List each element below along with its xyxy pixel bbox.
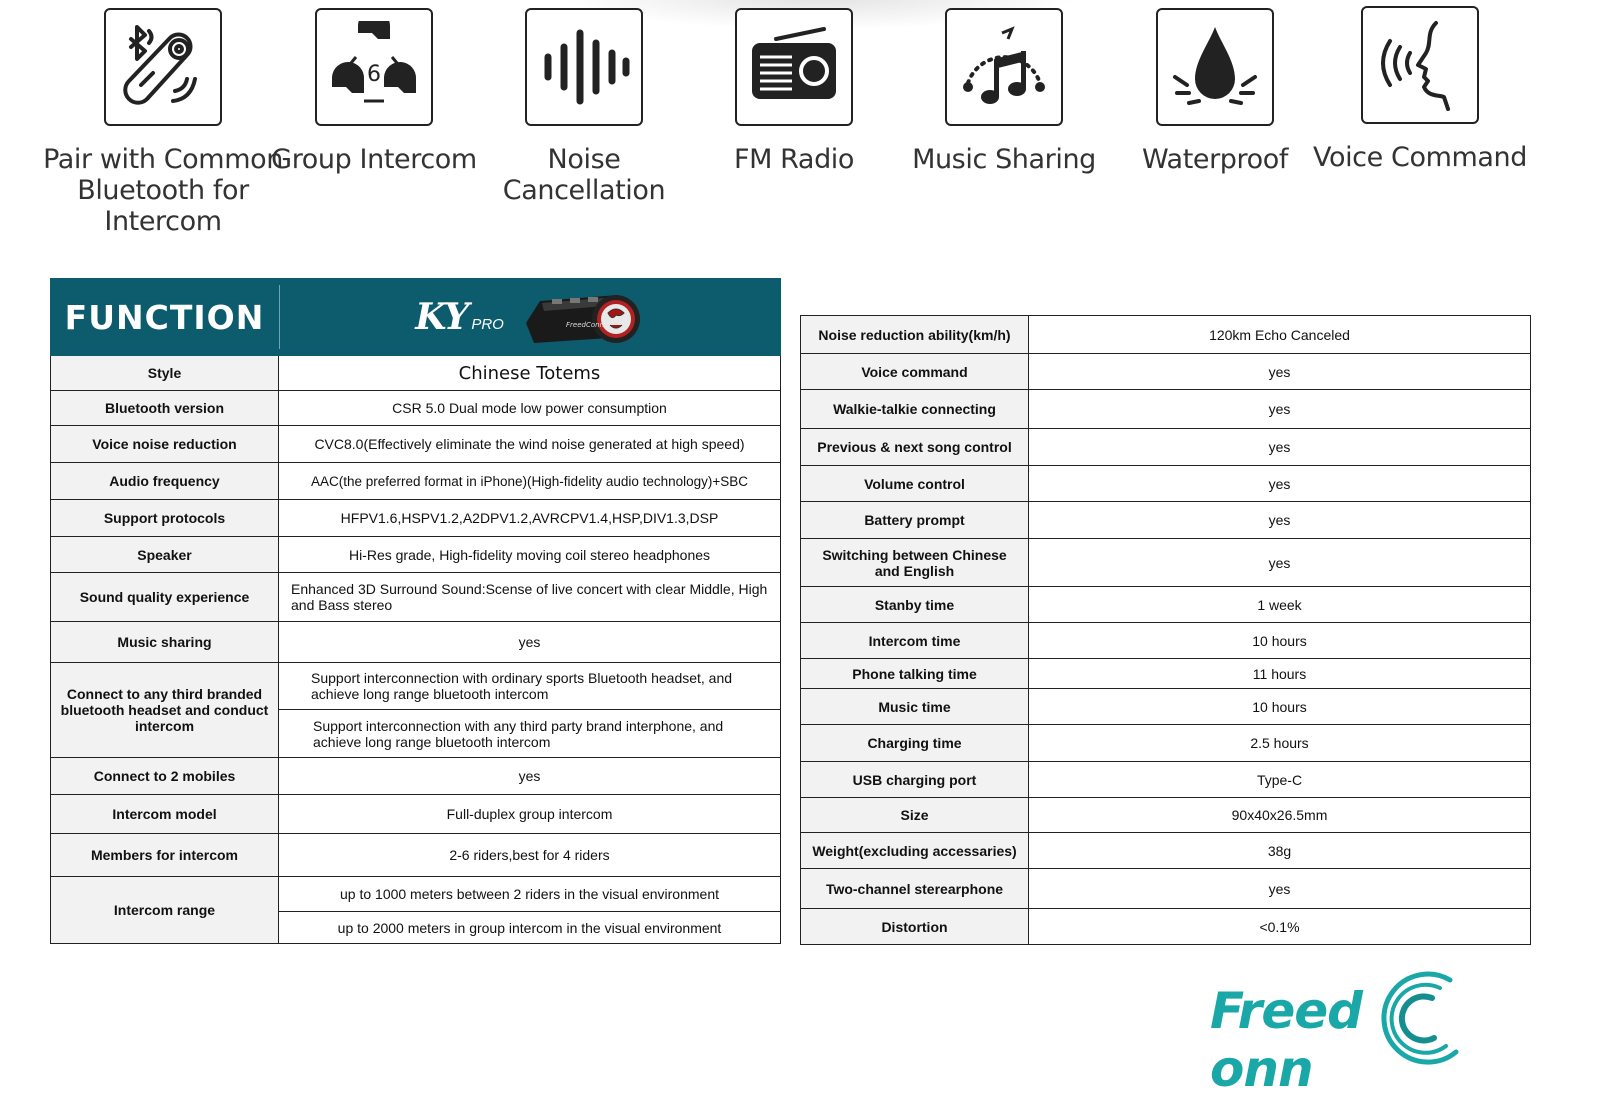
table-row	[51, 758, 781, 795]
row-key: Size	[801, 798, 1029, 833]
row-key: Voice noise reduction	[51, 426, 279, 463]
freedconn-logo	[1210, 968, 1540, 1098]
row-key: Sound quality experience	[51, 573, 279, 622]
row-key: Phone talking time	[801, 659, 1029, 689]
table-row	[801, 354, 1531, 390]
feature-label: Pair with Common Bluetooth for Intercom	[43, 144, 283, 237]
row-key: Members for intercom	[51, 834, 279, 877]
feature-icon-box	[945, 8, 1063, 126]
row-value: Chinese Totems	[279, 356, 781, 391]
device-brand-label: FreedConn	[565, 321, 604, 329]
table-row	[801, 390, 1531, 429]
row-key: Two-channel sterearphone	[801, 869, 1029, 909]
row-key: Connect to 2 mobiles	[51, 758, 279, 795]
row-key: Charging time	[801, 725, 1029, 762]
row-key: Support protocols	[51, 500, 279, 537]
row-key: Voice command	[801, 354, 1029, 390]
row-value: 11 hours	[1029, 659, 1531, 689]
radio-icon	[748, 21, 840, 113]
table-row	[51, 834, 781, 877]
logo-rings-icon	[1370, 968, 1480, 1068]
table-row	[51, 500, 781, 537]
feature-fm-radio	[674, 8, 914, 175]
row-key: Audio frequency	[51, 463, 279, 500]
row-value: HFPV1.6,HSPV1.2,A2DPV1.2,AVRCPV1.4,HSP,DIV1.3,DSP	[279, 500, 781, 537]
table-row	[51, 622, 781, 663]
table-row	[51, 795, 781, 834]
table-row	[51, 663, 781, 710]
table-row	[51, 537, 781, 573]
row-value: yes	[1029, 390, 1531, 429]
music-note-icon	[958, 21, 1050, 113]
row-key: Distortion	[801, 909, 1029, 945]
row-key: Switching between Chinese and English	[801, 539, 1029, 587]
table-row	[51, 391, 781, 426]
intercom-device-image	[520, 287, 644, 347]
voice-face-icon	[1374, 19, 1466, 111]
row-value: yes	[1029, 869, 1531, 909]
row-key: Music time	[801, 689, 1029, 725]
row-value: 2.5 hours	[1029, 725, 1531, 762]
row-value: CVC8.0(Effectively eliminate the wind noise generated at high speed)	[279, 426, 781, 463]
row-value: yes	[1029, 502, 1531, 539]
row-value: yes	[279, 758, 781, 795]
row-key: Intercom range	[51, 877, 279, 944]
row-value: 2-6 riders,best for 4 riders	[279, 834, 781, 877]
feature-label: Noise Cancellation	[502, 144, 666, 206]
table-row	[51, 463, 781, 500]
row-key: Intercom model	[51, 795, 279, 834]
feature-label: Voice Command	[1312, 142, 1527, 173]
table-row	[801, 316, 1531, 354]
row-value: AAC(the preferred format in iPhone)(High-fidelity audio technology)+SBC	[279, 463, 781, 500]
row-value: yes	[1029, 466, 1531, 502]
table-row	[801, 869, 1531, 909]
table-row	[801, 466, 1531, 502]
row-value: 120km Echo Canceled	[1029, 316, 1531, 354]
row-value: Type-C	[1029, 762, 1531, 798]
feature-group-intercom	[254, 8, 494, 175]
feature-icon-box	[525, 8, 643, 126]
row-value: yes	[1029, 354, 1531, 390]
brand-logo: KY	[415, 296, 468, 338]
row-value: CSR 5.0 Dual mode low power consumption	[279, 391, 781, 426]
feature-label: FM Radio	[733, 144, 855, 175]
row-value: <0.1%	[1029, 909, 1531, 945]
row-key: Music sharing	[51, 622, 279, 663]
table-row	[51, 573, 781, 622]
brand-logo-suffix: PRO	[471, 315, 504, 333]
table-row	[801, 833, 1531, 869]
row-key: Style	[51, 356, 279, 391]
feature-label: Group Intercom	[271, 144, 477, 175]
feature-icon-box	[1156, 8, 1274, 126]
row-key: Volume control	[801, 466, 1029, 502]
group-helmets-icon	[328, 21, 420, 113]
row-key: Battery prompt	[801, 502, 1029, 539]
row-value: 38g	[1029, 833, 1531, 869]
row-key: Bluetooth version	[51, 391, 279, 426]
row-value: up to 2000 meters in group intercom in the visual environment	[279, 912, 781, 944]
feature-icon-box	[1361, 6, 1479, 124]
table-row	[801, 725, 1531, 762]
feature-label: Waterproof	[1141, 144, 1288, 175]
row-value: Enhanced 3D Surround Sound:Scense of live concert with clear Middle, High and Bass stereo	[279, 573, 781, 622]
group-count: 6	[367, 62, 381, 87]
header-divider	[279, 285, 280, 349]
row-value: 1 week	[1029, 587, 1531, 623]
row-key: Previous & next song control	[801, 429, 1029, 466]
function-heading: FUNCTION	[51, 279, 279, 356]
logo-text-left: Freed	[1210, 982, 1362, 1040]
table-row	[801, 689, 1531, 725]
sound-wave-icon	[538, 21, 630, 113]
row-key: Intercom time	[801, 623, 1029, 659]
row-value: Support interconnection with any third party brand interphone, and achieve long range bluetooth intercom	[279, 710, 781, 758]
table-row	[801, 762, 1531, 798]
table-row	[801, 909, 1531, 945]
specs-table-right	[800, 315, 1531, 945]
row-value: yes	[1029, 429, 1531, 466]
table-row	[801, 798, 1531, 833]
row-key: USB charging port	[801, 762, 1029, 798]
feature-icon-box	[104, 8, 222, 126]
feature-icon-box	[315, 8, 433, 126]
row-key: Walkie-talkie connecting	[801, 390, 1029, 429]
table-header	[51, 279, 781, 356]
row-key: Connect to any third branded bluetooth headset and conduct intercom	[51, 663, 279, 758]
brand-cell	[279, 279, 781, 356]
row-value: yes	[279, 622, 781, 663]
row-value: 90x40x26.5mm	[1029, 798, 1531, 833]
bluetooth-headset-icon	[117, 21, 209, 113]
table-row	[801, 429, 1531, 466]
table-row	[801, 587, 1531, 623]
row-value: up to 1000 meters between 2 riders in the visual environment	[279, 877, 781, 912]
feature-waterproof	[1095, 8, 1335, 175]
table-row	[801, 502, 1531, 539]
row-value: 10 hours	[1029, 689, 1531, 725]
table-row	[51, 356, 781, 391]
table-row	[51, 877, 781, 912]
feature-music-sharing	[884, 8, 1124, 175]
row-key: Stanby time	[801, 587, 1029, 623]
feature-bluetooth-pairing	[43, 8, 283, 237]
feature-voice-command	[1300, 6, 1540, 173]
row-key: Noise reduction ability(km/h)	[801, 316, 1029, 354]
row-value: Full-duplex group intercom	[279, 795, 781, 834]
table-row	[801, 623, 1531, 659]
table-row	[801, 659, 1531, 689]
row-value: yes	[1029, 539, 1531, 587]
logo-text-right: onn	[1210, 1040, 1313, 1098]
row-value: Support interconnection with ordinary sports Bluetooth headset, and achieve long range bluetooth intercom	[279, 663, 781, 710]
table-row	[51, 426, 781, 463]
row-value: 10 hours	[1029, 623, 1531, 659]
table-row	[801, 539, 1531, 587]
row-key: Weight(excluding accessaries)	[801, 833, 1029, 869]
row-value: Hi-Res grade, High-fidelity moving coil stereo headphones	[279, 537, 781, 573]
water-drop-icon	[1169, 21, 1261, 113]
feature-icon-box	[735, 8, 853, 126]
feature-noise-cancellation	[464, 8, 704, 206]
function-spec-table	[50, 278, 781, 944]
row-key: Speaker	[51, 537, 279, 573]
feature-label: Music Sharing	[912, 144, 1096, 175]
